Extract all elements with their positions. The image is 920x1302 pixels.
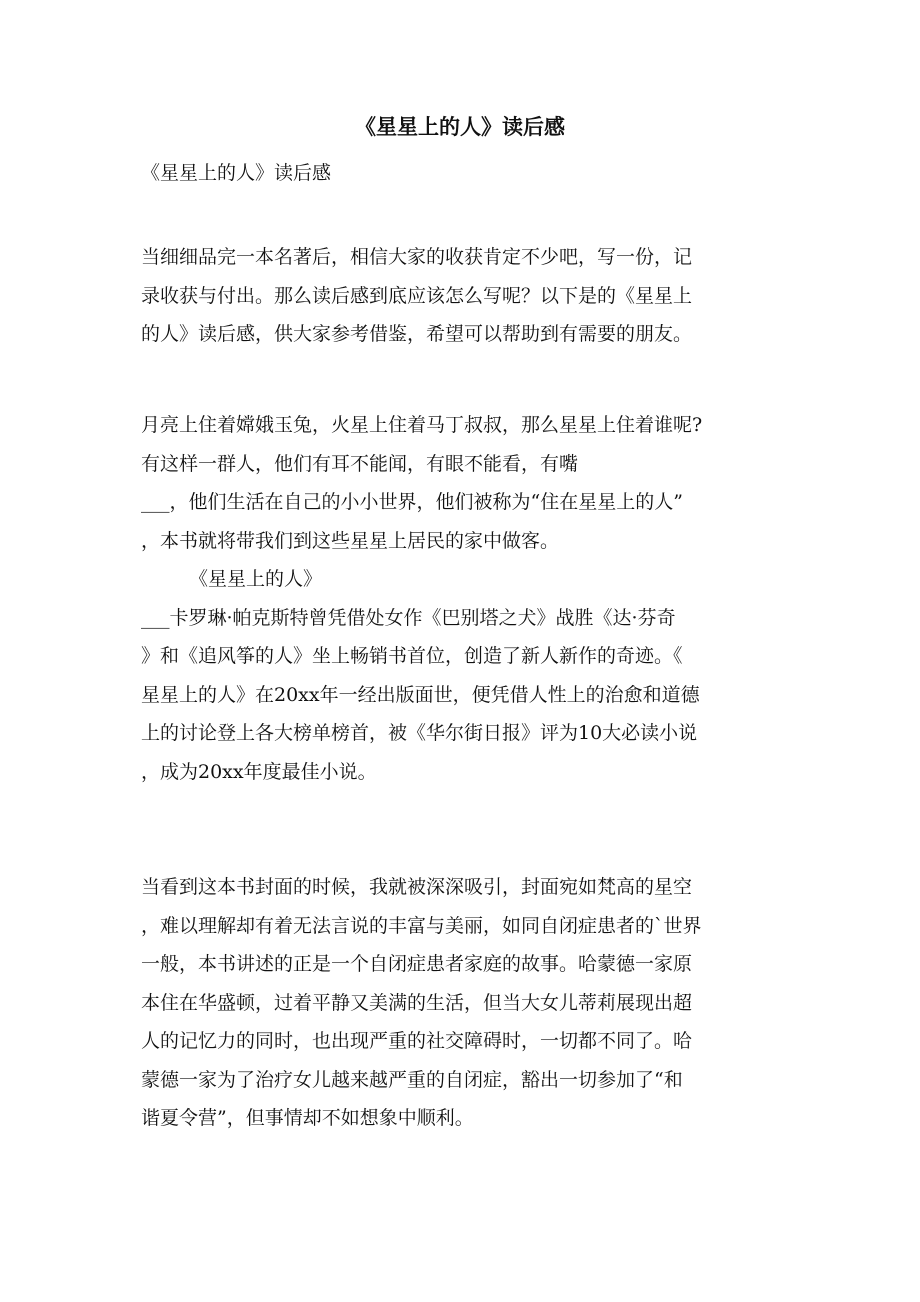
paragraph-line: 蒙德一家为了治疗女儿越来越严重的自闭症，豁出一切参加了“和 <box>141 1068 683 1091</box>
paragraph-line: 的人》读后感，供大家参考借鉴，希望可以帮助到有需要的朋友。 <box>141 323 693 345</box>
paragraph-line: 录收获与付出。那么读后感到底应该怎么写呢？以下是的《星星上 <box>141 284 693 307</box>
paragraph-line: ___卡罗琳·帕克斯特曾凭借处女作《巴别塔之犬》战胜《达·芬奇 <box>141 606 676 629</box>
paragraph-line: 月亮上住着嫦娥玉兔，火星上住着马丁叔叔，那么星星上住着谁呢? <box>141 414 703 436</box>
paragraph-line: 》和《追风筝的人》坐上畅销书首位，创造了新人新作的奇迹。《 <box>141 645 683 667</box>
paragraph-line: 有这样一群人，他们有耳不能闻，有眼不能看，有嘴 <box>141 452 579 475</box>
paragraph-cover-story <box>141 868 791 1138</box>
paragraph-line: 当看到这本书封面的时候，我就被深深吸引，封面宛如梵高的星空 <box>141 876 693 898</box>
paragraph-line: 上的讨论登上各大榜单榜首，被《华尔街日报》评为10大必读小说 <box>141 722 698 744</box>
book-title-line: 《星星上的人》 <box>189 568 323 590</box>
paragraph-book-intro <box>141 406 791 791</box>
paragraph-line: 星星上的人》在20xx年一经出版面世，便凭借人性上的治愈和道德 <box>141 683 700 706</box>
document-subtitle: 《星星上的人》读后感 <box>141 162 332 184</box>
paragraph-line: ，本书就将带我们到这些星星上居民的家中做客。 <box>141 529 560 552</box>
paragraph-line: ，成为20xx年度最佳小说。 <box>141 760 377 783</box>
paragraph-line: 一般，本书讲述的正是一个自闭症患者家庭的故事。哈蒙德一家原 <box>141 953 693 975</box>
paragraph-line: ___，他们生活在自己的小小世界，他们被称为“住在星星上的人” <box>141 491 683 513</box>
paragraph-line: 本住在华盛顿，过着平静又美满的生活，但当大女儿蒂莉展现出超 <box>141 991 693 1014</box>
paragraph-line: 人的记忆力的同时，也出现严重的社交障碍时，一切都不同了。哈 <box>141 1030 693 1052</box>
paragraph-intro <box>141 238 791 354</box>
paragraph-line: 谐夏令营”，但事情却不如想象中顺利。 <box>141 1107 474 1129</box>
paragraph-line: 当细细品完一本名著后，相信大家的收获肯定不少吧，写一份，记 <box>141 246 693 268</box>
paragraph-line: ，难以理解却有着无法言说的丰富与美丽，如同自闭症患者的`世界 <box>141 914 702 937</box>
document-title: 《星星上的人》读后感 <box>355 115 565 139</box>
